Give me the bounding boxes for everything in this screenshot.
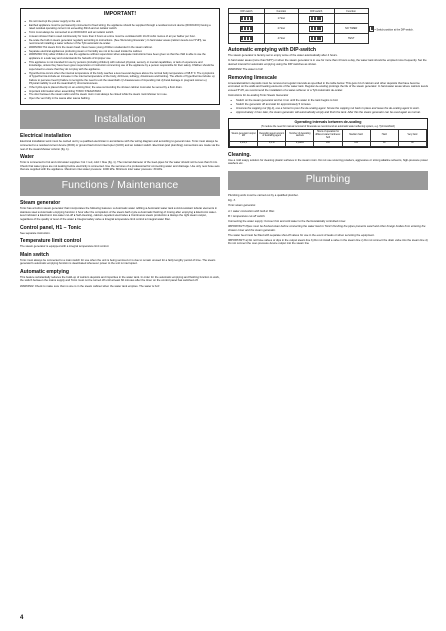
op-value-cell: 5,0 dl — [258, 141, 286, 146]
section-paragraph: The steam generator is equipped with a integral temperature limit control. — [20, 245, 110, 249]
op-value-cell: 120 — [342, 141, 370, 146]
dip-switch-lever — [247, 27, 249, 30]
paragraph: In hard water areas (more than 5dH°) or when the steam generator is in use for more than 4 hours a day, the water tank should be emptied more frequently. Set the desired interval for automatic emptying using the DIP switches as shown. — [228, 59, 427, 66]
dip-note-text: = Switch position at the DIP-switch. — [374, 28, 414, 32]
dip-switch-lever — [317, 17, 319, 20]
section-heading: Steam generator — [20, 200, 61, 207]
dip-switch-lever — [250, 27, 252, 30]
dip-right-function: TEST — [334, 34, 368, 44]
paragraph: B = temperature cut-off switch. — [228, 214, 266, 218]
dip-switch-lever — [319, 17, 321, 20]
dip-switch-lever — [314, 17, 316, 20]
paragraph: Fig. 3. — [228, 199, 236, 203]
dip-switch-lever — [250, 17, 252, 20]
section-paragraph: Tonic is connected to hot and cold water supplies: hot = red, cold = blue (fig. 1). The internal diameter of the feed-pipes for the water should not be less than 6 mm. Check that water pipes are not leaking before electricity is connected. Use the services of a professional for connecting water and drainage. Use only new hose-sets that are supplied with the appliance. Maximum inlet water pressure: 1000 kPa. Minimum inlet water pressure: 30 kPa. — [20, 161, 220, 172]
dip-switch-graphic — [309, 16, 323, 22]
dip-right-switch — [298, 24, 334, 34]
dip-switch-graphic — [309, 26, 323, 32]
paragraph: WARNING! The water is hot! — [228, 68, 263, 72]
important-item: ● A steam shower that is used continuously for more than 2 hours at a time must be ventilated with 10-20 cubic metres of air per bather per hour. — [24, 35, 216, 39]
operating-intervals-box — [228, 118, 428, 148]
plumbing-band: Plumbing — [228, 171, 428, 190]
dip-switch-lever — [317, 37, 319, 40]
op-header-cell: Steam generator output kW — [230, 129, 258, 141]
paragraph: IMPORTANT! Pipes must be flushed clean before connecting the water feed to Tonic! Flushing the pipes prevents swarf and other foreign bodies from entering the shower mixer and the steam generator. — [228, 224, 426, 232]
important-item: ● Important information when assembling TONIC STEAM 80/10 — [24, 90, 216, 94]
important-item: ● WARNING! Only allow children to use the appliance without supervision when adequate instructions have been given so that the child is able to use the appliance in a safe way and understands the hazards of improper use. — [24, 53, 216, 60]
section-paragraph: Tonic must always be connected to a main switch for use when the unit is being serviced or is due to remain unused for a fairly lengthy period of time. The steam generator's automatic emptying function is deactivated whenever power to the unit is interrupted. — [20, 258, 216, 266]
paragraph: Plumbing work must be carried out by a qualified plumber. — [228, 194, 299, 198]
op-value-cell: 2 packs — [286, 141, 314, 146]
op-value-cell: 2,2/4,5 — [230, 141, 258, 146]
descaling-steps — [228, 99, 428, 115]
section-heading: Automatic emptying — [20, 268, 69, 275]
dip-switch-lever — [311, 27, 313, 30]
installation-sections — [20, 133, 220, 172]
cleaning-heading: Cleaning. — [228, 151, 251, 158]
left-column — [20, 8, 220, 290]
dip-switch-lever — [319, 37, 321, 40]
section-heading: Electrical installation — [20, 133, 71, 140]
dip-header-3: DIP-switch — [298, 9, 334, 14]
op-header-cell: Very hard — [398, 129, 426, 141]
important-item: ● Earthed appliance must be permanently connected to fixed wiring; the appliance should be supplied through a residual current device (RCD/GFCI) having a rated residual operating current not exceeding 30mA and an isolator switch. — [24, 24, 216, 31]
page-number: 4 — [20, 615, 24, 621]
operating-intervals-table — [229, 129, 427, 147]
dip-switch-graphic — [240, 36, 254, 42]
installation-band: Installation — [20, 110, 220, 129]
operating-intervals-title: Operating intervals between de-scaling — [294, 119, 362, 124]
paragraph: Instructions for de-scaling Tonic Steam Generator — [228, 93, 289, 97]
op-header-cell: Medium hard — [342, 129, 370, 141]
important-item: ● Tonic must always be connected to an RCD/GFCI and an isolator switch. — [24, 31, 216, 35]
important-box — [20, 8, 220, 105]
dip-switch-lever — [314, 37, 316, 40]
dip-switch-lever — [311, 37, 313, 40]
op-header-cell: Hard — [370, 129, 398, 141]
dip-switch-lever — [244, 27, 246, 30]
dip-switch-lever — [317, 27, 319, 30]
paragraph: A = water connection with built-in filter. — [228, 209, 275, 213]
op-value-cell: 200 — [314, 141, 342, 146]
important-list — [24, 20, 216, 101]
dip-right-function: NO TIMER — [334, 24, 368, 34]
limescale-heading: Removing limescale — [228, 74, 277, 81]
dip-switch-lever — [247, 17, 249, 20]
op-header-cell: Number of descaling sachets — [286, 129, 314, 141]
auto-dip-heading: Automatic emptying with DIP-switch — [228, 47, 317, 54]
descaling-step: ● Unscrew the capping nut (fig 2), use a funnel to pour the de-scaling agent. Screw the capping nut back in place and leave the de-scaling agent to work. — [228, 107, 428, 111]
dip-switch-lever — [244, 17, 246, 20]
important-item: ● If the hydro-spa is placed directly on an existing floor, the area surrounding the shower cabinet must also be served by a floor drain. — [24, 86, 216, 90]
section-paragraph: This feature substantially reduces the build-up of calcium deposits and impurities in the water tank. In order for the automatic emptying and flushing function to work, the switch between the mains supply and Tonic must not be turned off until at least 60 minutes after the timer on the control panel has switched off. — [20, 275, 220, 283]
important-item: ● Separate electrical appliances producing steam or humidity are not to be used inside the cabinet. — [24, 50, 216, 54]
dip-left-switch — [229, 14, 265, 24]
paragraph: Connecting the water supply: Connect hot and cold water to the thermostatically controlled mixer. — [228, 219, 347, 223]
dip-switch-graphic — [240, 26, 254, 32]
section-heading: Water — [20, 154, 34, 161]
dip-header-1: DIP-switch — [229, 9, 265, 14]
auto-dip-paragraphs — [228, 54, 428, 72]
plumbing-paragraphs — [228, 194, 428, 246]
dip-switch-graphic — [240, 16, 254, 22]
section-paragraph: WARNING! Check to make sure that no one is in the steam cabinet when the water tank empties. The water is hot! — [20, 284, 160, 288]
dip-row — [229, 14, 429, 24]
dip-switch-lever — [244, 37, 246, 40]
dip-header-4: Function — [334, 9, 368, 14]
dip-table-body — [229, 14, 429, 44]
right-column — [228, 8, 428, 248]
descaling-step: ● Switch the generator off and wait for approximately 5 minutes. — [228, 103, 428, 107]
dip-switch-lever — [241, 37, 243, 40]
important-item: ● Do not interrupt the power supply to the unit. — [24, 20, 216, 24]
paragraph: Limescale/calcium deposits must be removed at regular intervals as specified in the table below. This gets rid of calcium and other deposits that have become encrusted on the walls and heating elements of the water tank. Regular de-scaling prolongs the life of the steam generator. In hard-water areas where calcium levels exceed 5°dH, we recommend the installation of a water-softener or a Tylö Automatic de-scaler. — [228, 81, 428, 92]
dip-note — [368, 14, 428, 44]
descaling-step: ● Switch on the steam generator and let it run until the water in the tank begins to boil. — [228, 99, 428, 103]
dip-switch-graphic — [309, 36, 323, 42]
op-value-cell: 80 — [370, 141, 398, 146]
dip-left-function: 4 Hour — [264, 34, 298, 44]
important-item: ● Hyperthermia occurs when the internal temperature of the body reaches a level several degrees above the normal body temperature of 98.6° F. The symptoms of hyperthermia include an increase in the internal temperature of the body, dizziness, lethargy, drowsiness and fainting. The effects of hyperthermia include: a) Failure to perceive heat b) Failure to recognize the need to exit the steambath c) Unawareness of impending risk d) Fetal damage in pregnant women e) Physical inability to exit the steambath f) Unconsciousness. — [24, 72, 216, 86]
section-paragraph: Tonic has a built-in steam generator that incorporates the following features: ● Automatic water refilling ● Automatic water tank ● Acid-resistant tubular elements in stainless steel ● Automatic emptying function 1 hour after the completion of the steam bath cycle ● Automatic flushing of rinsing after emptying ● Electronic water-level indicator ● Electronic low-water cut-off ● Self-cleaning, calcium-repellent electrodes ● Continuous steam production ● Always the right steam output, regardless of the quality or level of the water ● Integral safety valve ● Integral temperature limit control ● Integral water filter. — [20, 207, 217, 222]
limescale-paragraphs — [228, 82, 428, 98]
op-table-value-row — [230, 141, 427, 146]
paragraph: The water feed must be fitted with separate shut-off valves for use in the event of leaks or when servicing the equipment. — [228, 233, 375, 237]
dip-switch-lever — [241, 27, 243, 30]
op-header-cell: Hours of operation for different water hardness: Soft — [314, 129, 342, 141]
dip-switch-lever — [311, 17, 313, 20]
dip-switch-lever — [241, 17, 243, 20]
functions-sections — [20, 200, 220, 288]
dip-header-2: Function — [264, 9, 298, 14]
dip-right-switch — [298, 14, 334, 24]
descaling-step: ● Approximately 1 hour later, the steam generator will automatically empty and flush the tank. After this the steam generator can be used again as normal. — [228, 111, 428, 115]
paragraph: Tonic steam generator. — [228, 204, 256, 208]
dip-switch-lever — [314, 27, 316, 30]
op-header-cell: Descaling agent amount of descaling agent — [258, 129, 286, 141]
section-heading: Control panel, H1 – Tonic — [20, 224, 82, 231]
dip-switch-lever — [247, 37, 249, 40]
section-paragraph: See separate instruction. — [20, 231, 51, 235]
functions-band: Functions / Maintenance — [20, 177, 220, 196]
important-item: ● Open the vent fully in the sauna after sauna bathing. — [24, 97, 216, 101]
important-item: ● This appliance is not intended for use by persons (including children) with reduced physical, sensory or mental capabilities, or lack of experience and knowledge, unless they have been given supervision or instruction concerning use of the appliance by a person responsible for their safety. Children should be supervised to ensure that they do not play with the appliance. — [24, 61, 216, 72]
important-item: ● WARNING! Hot steam from the steam head. Never leave young children unattended in the steam cabinet. — [24, 46, 216, 50]
dip-switch-table — [228, 8, 428, 44]
paragraph: Use a mild soapy solution for cleaning plastic surfaces in the steam room. Do not use scouring powders, aggressive or strong alkaline solvents, high-pressure power washers etc. — [228, 158, 428, 166]
important-title: IMPORTANT! — [103, 11, 137, 17]
dip-left-switch — [229, 24, 265, 34]
dip-switch-lever — [371, 27, 373, 30]
operating-intervals-subtitle: (To reduce the need for manual removal of limescale we recommend an automatic water softening system, e.g. Tylö Autoflush) — [261, 124, 395, 128]
section-heading: Main switch — [20, 251, 49, 258]
paragraph: The steam generator is factory-set to empty some of the water automatically after 4 hours. — [228, 54, 338, 58]
dip-right-switch — [298, 34, 334, 44]
dip-switch-lever — [250, 37, 252, 40]
dip-left-function: 1 Hour — [264, 14, 298, 24]
paragraph: IMPORTANT! a) Do not have valves or dips in the output steam line b) Do not install a valve in the steam line c) Do not connect the drain valve into the steam line d) Do not connect the over-pressure device output into the steam line — [228, 238, 428, 246]
op-value-cell: 40 — [398, 141, 426, 146]
dip-switch-lever — [319, 27, 321, 30]
dip-right-function — [334, 14, 368, 24]
important-item: ● De-scale the built-in steam generator regularly according to instructions. (See 'Removing limescale'.) In hard water areas (calcium levels over 5°dH), we recommend installing a water softener of the Tylö automatic de-scaler. — [24, 39, 216, 46]
important-item: ● The door between the steam cabin and the steam room must always be closed while the steam room/shower is in use. — [24, 93, 216, 97]
dip-left-function: 2 Hour — [264, 24, 298, 34]
section-paragraph: Electrical installation work must be carried out by a qualified electrician in accordance with the wiring diagram and according to general rules. Tonic must always be connected to a residual current device (RCD) or ground fault circuit interrupter (GCFI) and an isolator switch. Electrical (and plumbing) connections are made via the rear of the steam/shower column (fig. 1). — [20, 140, 220, 151]
cleaning-paragraphs — [228, 159, 428, 166]
dip-left-switch — [229, 34, 265, 44]
section-heading: Temperature limit control — [20, 238, 82, 245]
op-table-header-row — [230, 129, 427, 141]
